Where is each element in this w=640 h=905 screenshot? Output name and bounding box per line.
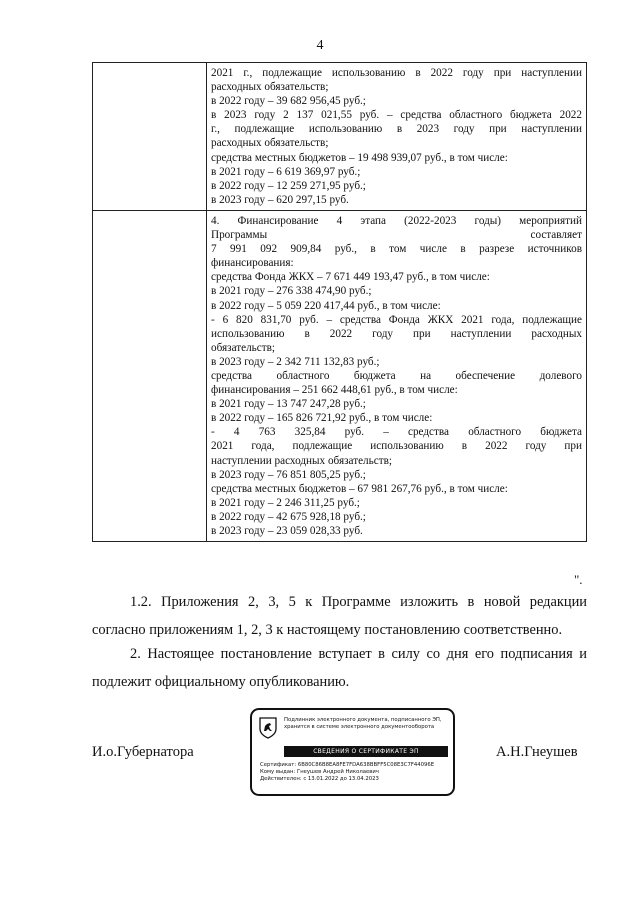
- electronic-signature-stamp: [250, 708, 455, 796]
- text-line: в 2023 году – 620 297,15 руб.: [211, 193, 349, 206]
- paragraph-line: подлежит официальному опубликованию.: [92, 674, 350, 690]
- table-empty-cell: [93, 63, 207, 211]
- text-line: средства местных бюджетов – 19 498 939,07 руб., в том числе:: [211, 151, 508, 164]
- text-line: наступлении расходных обязательств;: [211, 454, 392, 467]
- text-line: обязательств;: [211, 341, 276, 354]
- text-line: в 2023 году – 76 851 805,25 руб.;: [211, 468, 366, 481]
- text-line: Программы составляет: [211, 229, 582, 242]
- text-line: в 2021 году – 13 747 247,28 руб.;: [211, 398, 366, 411]
- text-line: в 2022 году – 5 059 220 417,44 руб., в том числе:: [211, 299, 441, 312]
- text-line: в 2022 году – 165 826 721,92 руб., в том числе:: [211, 412, 433, 425]
- signatory-position: И.о.Губернатора: [92, 744, 194, 760]
- text-line: финансирования:: [211, 257, 294, 270]
- text-line: - 6 820 831,70 руб. – средства Фонда ЖКХ 2021 года, подлежащие: [211, 313, 582, 326]
- page-number: 4: [316, 38, 324, 53]
- signatory-name: А.Н.Гнеушев: [496, 744, 578, 760]
- coat-of-arms-icon: [258, 716, 278, 740]
- certificate-number: Сертификат: 6B80C86B8EA8FE7FDA638BBFF5C08E3C7F44096E: [260, 762, 435, 768]
- table-row: [93, 63, 587, 211]
- text-line: средства областного бюджета на обеспечение долевого: [211, 369, 582, 382]
- text-line: - 4 763 325,84 руб. – средства областного бюджета: [211, 426, 582, 439]
- stamp-note-line: Подлинник электронного документа, подписанного ЭП,: [284, 717, 442, 723]
- stamp-note: [284, 717, 450, 731]
- text-line: в 2022 году – 12 259 271,95 руб.;: [211, 179, 366, 192]
- text-line: в 2023 году – 2 342 711 132,83 руб.;: [211, 355, 380, 368]
- stamp-header: СВЕДЕНИЯ О СЕРТИФИКАТЕ ЭП: [284, 746, 448, 757]
- text-line: средства местных бюджетов – 67 981 267,76 руб., в том числе:: [211, 482, 508, 495]
- text-line: 4. Финансирование 4 этапа (2022-2023 годы) мероприятий: [211, 214, 582, 227]
- text-line: 2021 года, подлежащие использованию в 2022 году при: [211, 440, 582, 453]
- paragraph-line: согласно приложениям 1, 2, 3 к настоящему постановлению соответственно.: [92, 622, 563, 638]
- text-line: расходных обязательств;: [211, 81, 329, 94]
- text-line: в 2021 году – 6 619 369,97 руб.;: [211, 165, 361, 178]
- paragraph-1-2: [92, 588, 587, 644]
- text-line: 7 991 092 909,84 руб., в том числе в разрезе источников: [211, 243, 582, 256]
- text-line: в 2022 году – 39 682 956,45 руб.;: [211, 95, 366, 108]
- paragraph-line: 1.2. Приложения 2, 3, 5 к Программе изложить в новой редакции: [130, 594, 587, 610]
- certificate-owner: Кому выдан: Гнеушев Андрей Николаевич: [260, 769, 379, 776]
- paragraph-2: [92, 640, 587, 696]
- text-line: финансирования – 251 662 448,61 руб., в том числе:: [211, 384, 458, 397]
- financing-table: [92, 62, 587, 542]
- paragraph-line: 2. Настоящее постановление вступает в силу со дня его подписания и: [130, 646, 587, 662]
- text-line: в 2021 году – 276 338 474,90 руб.;: [211, 285, 372, 298]
- stamp-note-line: хранится в системе электронного документооборота: [284, 724, 435, 730]
- text-line: 2021 г., подлежащие использованию в 2022 году при наступлении: [211, 67, 582, 79]
- table-cell-financing-stage-4: [207, 210, 587, 541]
- text-line: средства Фонда ЖКХ – 7 671 449 193,47 руб., в том числе:: [211, 271, 490, 284]
- certificate-validity: Действителен: с 13.01.2022 до 13.04.2023: [260, 776, 379, 783]
- table-cell-financing-stage-3: [207, 63, 587, 211]
- text-line: расходных обязательств;: [211, 137, 329, 150]
- table-row: [93, 210, 587, 541]
- text-line: в 2023 году – 23 059 028,33 руб.: [211, 525, 363, 537]
- text-line: г., подлежащие использованию в 2023 году при наступлении: [211, 123, 582, 136]
- table-empty-cell: [93, 210, 207, 541]
- text-line: в 2021 году – 2 246 311,25 руб.;: [211, 496, 360, 509]
- text-line: использованию в 2022 году при наступлении расходных: [211, 327, 582, 340]
- text-line: в 2022 году – 42 675 928,18 руб.;: [211, 510, 366, 523]
- text-line: в 2023 году 2 137 021,55 руб. – средства областного бюджета 2022: [211, 109, 582, 122]
- closing-quote: ".: [574, 572, 583, 587]
- stamp-details: [260, 762, 450, 784]
